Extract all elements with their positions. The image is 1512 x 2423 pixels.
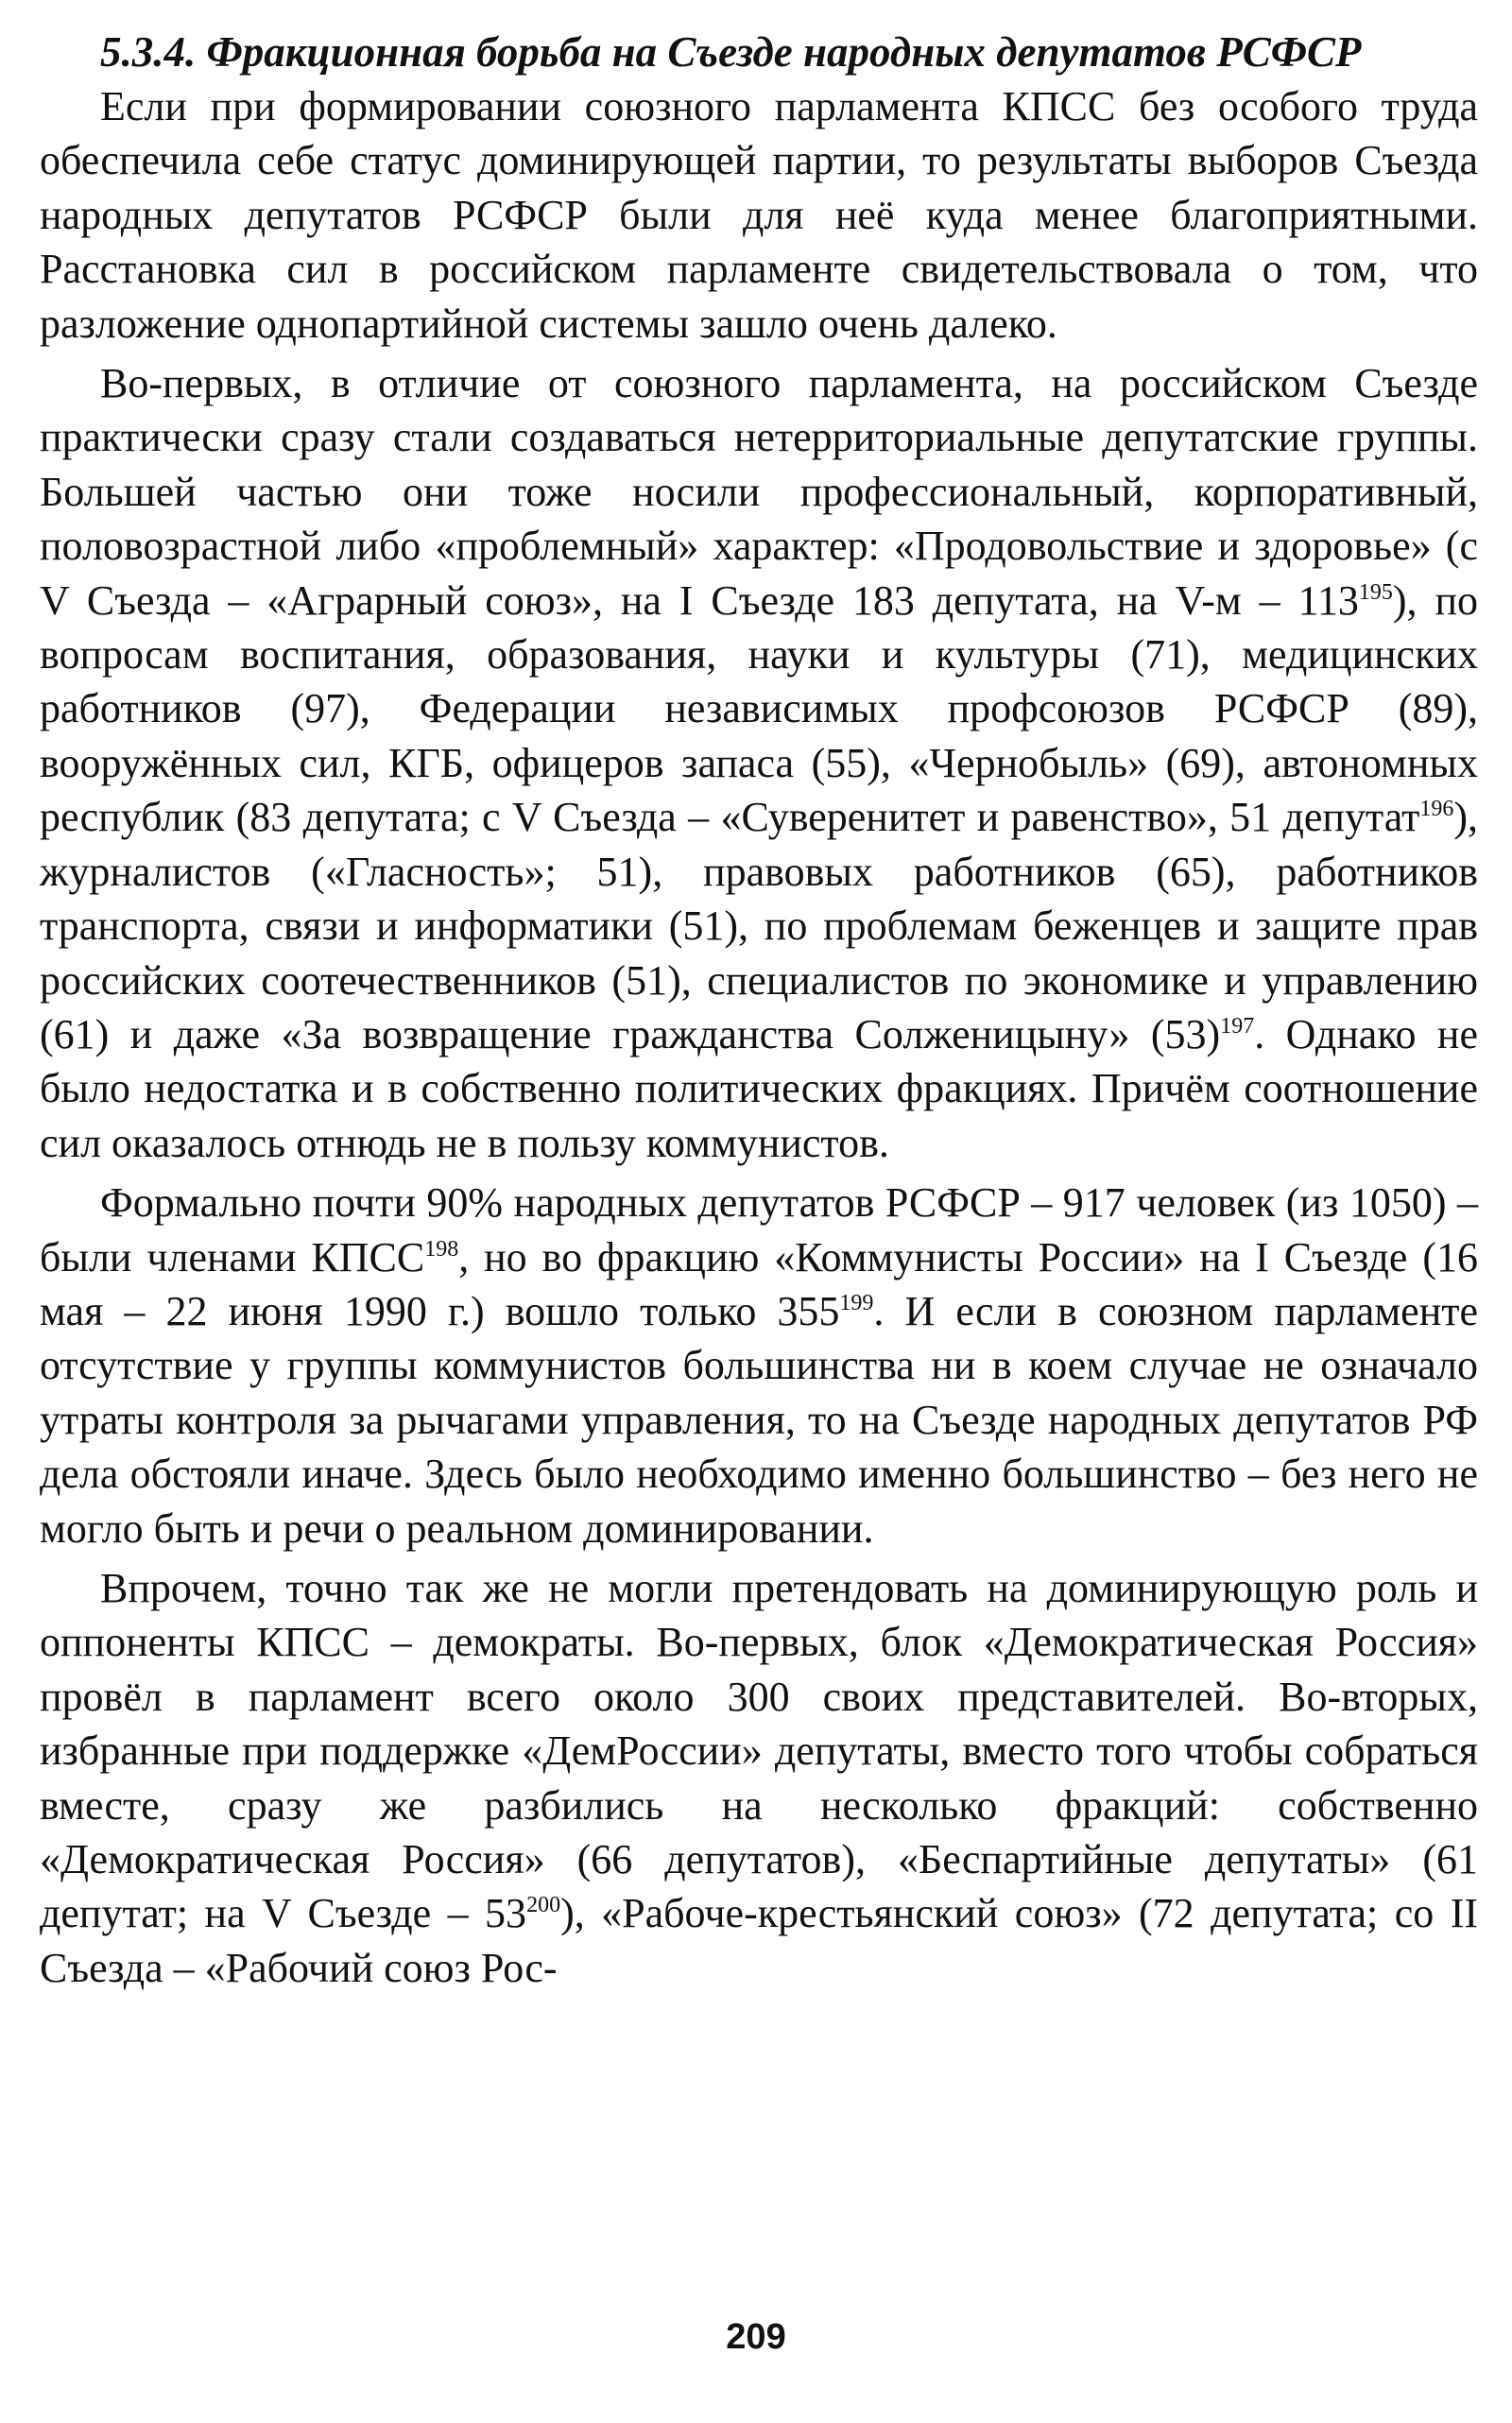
paragraph-text: ), по вопросам воспитания, образования, науки и культуры (71), медицинских работников (97), Федерации независимых профсоюзов РСФСР (89), вооружённых сил, КГБ, офицеров запаса (55), «Чернобыль» (69), автономных республик (83 депутата; с V Съезда – «Суверенитет и равенство», 51 депутат [40,576,1478,841]
footnote-reference[interactable]: 197 [1220,1013,1255,1039]
paragraph-text: ), журналистов («Гласность»; 51), правовых работников (65), работников транспорта, связи и информатики (51), по проблемам беженцев и защите прав российских соотечественников (51), специалистов по экономике и управлению (61) и даже «За возвращение гражданства Солженицыну» (53) [40,794,1478,1057]
body-text [40,79,1478,1995]
paragraph-text: Формально почти 90% народных депутатов РСФСР – 917 человек (из 1050) – были членами КПСС [40,1179,1478,1280]
paragraph [40,1176,1478,1555]
footnote-reference[interactable]: 199 [839,1290,874,1315]
paragraph-text: . И если в союзном парламенте отсутствие у группы коммунистов большинства ни в коем случае не означало утраты контроля за рычагами управления, то на Съезде народных депутатов РФ дела обстояли иначе. Здесь было необходимо именно большинство – без него не могло быть и речи о реальном доминировании. [40,1287,1479,1552]
paragraph-text: Впрочем, точно так же не могли претендовать на доминирующую роль и оппоненты КПСС – демократы. Во-первых, блок «Демократическая Россия» провёл в парламент всего около 300 своих представителей. Во-вторых, избранные при поддержке «ДемРоссии» депутаты, вместо того чтобы собраться вместе, сразу же разбились на несколько фракций: собственно «Демократическая Россия» (66 депутатов), «Беспартийные депутаты» (61 депутат; на V Съезде – 53 [40,1564,1478,1937]
paragraph-text: ), «Рабоче-крестьянский союз» (72 депутата; со II Съезда – «Рабочий союз Рос- [40,1890,1479,1991]
paragraph-text: Во-первых, в отличие от союзного парламента, на российском Съезде практически сразу стали создаваться нетерриториальные депутатские группы. Большей частью они тоже носили профессиональный, корпоративный, половозрастной либо «проблемный» характер: «Продовольствие и здоровье» (с V Съезда – «Аграрный союз», на I Съезде 183 депутата, на V-м – 113 [40,360,1478,624]
footnote-reference[interactable]: 196 [1419,797,1454,822]
paragraph-text: . Однако не было недостатка и в собственно политических фракциях. Причём соотношение сил оказалось отнюдь не в пользу коммунистов. [40,1010,1478,1166]
paragraph-text: , но во фракцию «Коммунисты России» на I Съезде (16 мая – 22 июня 1990 г.) вошло только 355 [40,1233,1478,1334]
section-heading: 5.3.4. Фракционная борьба на Съезде народных депутатов РСФСР [100,28,1362,76]
page-number: 209 [726,2317,786,2357]
paragraph [40,356,1478,1170]
paragraph-text: Если при формировании союзного парламента КПСС без особого труда обеспечила себе статус доминирующей партии, то результаты выборов Съезда народных депутатов РСФСР были для неё куда менее благоприятными. Расстановка сил в российском парламенте свидетельствовала о том, что разложение однопартийной системы зашло очень далеко. [40,83,1478,347]
footnote-reference[interactable]: 195 [1358,579,1393,605]
footnote-reference[interactable]: 200 [526,1893,561,1918]
paragraph [40,79,1478,351]
footnote-reference[interactable]: 198 [424,1236,459,1262]
paragraph [40,1561,1478,1995]
